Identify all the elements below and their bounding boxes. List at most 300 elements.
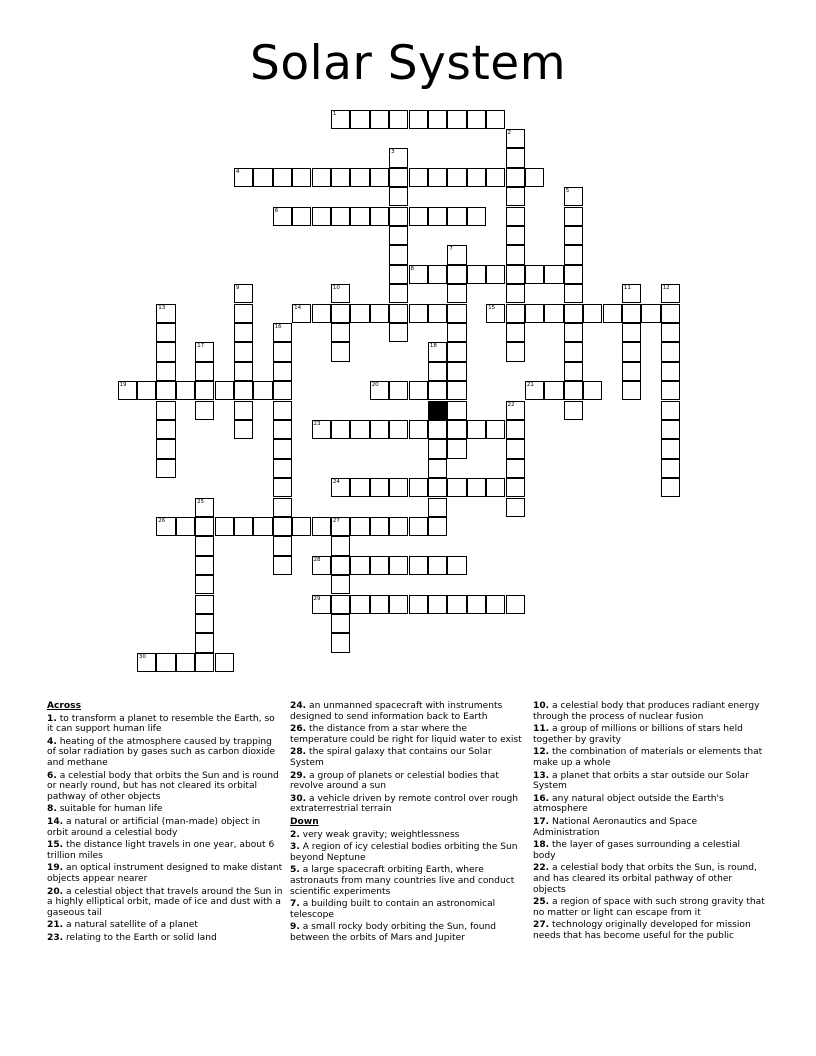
clue-item	[290, 922, 526, 943]
grid-cell[interactable]	[273, 420, 292, 439]
grid-cell[interactable]	[156, 381, 175, 400]
grid-cell[interactable]	[273, 439, 292, 458]
grid-cell[interactable]	[661, 284, 680, 303]
grid-cell[interactable]	[428, 498, 447, 517]
grid-cell[interactable]	[331, 420, 350, 439]
grid-cell[interactable]	[331, 575, 350, 594]
puzzle-title: Solar System	[250, 36, 566, 91]
grid-cell[interactable]	[273, 362, 292, 381]
grid-cell[interactable]	[564, 323, 583, 342]
grid-cell[interactable]	[389, 517, 408, 536]
grid-cell[interactable]	[447, 401, 466, 420]
grid-cell[interactable]	[506, 168, 525, 187]
grid-cell[interactable]	[467, 168, 486, 187]
grid-cell[interactable]	[525, 304, 544, 323]
grid-cell[interactable]	[409, 517, 428, 536]
grid-cell[interactable]	[467, 595, 486, 614]
clue-item	[47, 737, 283, 769]
clue-item	[290, 794, 526, 815]
clue-item	[290, 747, 526, 768]
grid-cell[interactable]	[273, 323, 292, 342]
grid-cell[interactable]	[447, 342, 466, 361]
clue-item-number: 14.	[47, 816, 64, 827]
grid-cell[interactable]	[156, 401, 175, 420]
grid-cell[interactable]	[447, 110, 466, 129]
grid-cell[interactable]	[253, 168, 272, 187]
grid-cell[interactable]	[409, 420, 428, 439]
clue-number: 9	[235, 285, 240, 292]
grid-cell[interactable]	[467, 207, 486, 226]
grid-cell[interactable]	[137, 381, 156, 400]
grid-cell[interactable]	[292, 304, 311, 323]
grid-cell[interactable]	[350, 517, 369, 536]
grid-cell[interactable]	[622, 381, 641, 400]
grid-cell[interactable]	[195, 536, 214, 555]
grid-cell[interactable]	[564, 265, 583, 284]
grid-cell[interactable]	[156, 304, 175, 323]
clue-item-text: any natural object outside the Earth's atmosphere	[533, 793, 724, 815]
clue-item	[533, 897, 765, 918]
grid-cell[interactable]	[253, 381, 272, 400]
grid-cell[interactable]	[234, 168, 253, 187]
grid-cell[interactable]	[234, 420, 253, 439]
clue-column-1	[47, 701, 283, 945]
grid-cell[interactable]	[447, 595, 466, 614]
grid-cell[interactable]	[331, 633, 350, 652]
grid-cell[interactable]	[661, 323, 680, 342]
grid-cell[interactable]	[253, 517, 272, 536]
grid-cell[interactable]	[195, 653, 214, 672]
grid-cell[interactable]	[428, 517, 447, 536]
grid-cell[interactable]	[156, 362, 175, 381]
grid-cell[interactable]	[350, 556, 369, 575]
grid-cell[interactable]	[564, 381, 583, 400]
grid-cell[interactable]	[447, 478, 466, 497]
clue-item-text: technology originally developed for mission needs that has become useful for the public	[533, 920, 751, 941]
grid-cell[interactable]	[273, 498, 292, 517]
grid-cell[interactable]	[428, 265, 447, 284]
clue-item	[533, 747, 765, 768]
clue-item-text: relating to the Earth or solid land	[63, 932, 217, 943]
grid-cell[interactable]	[467, 420, 486, 439]
grid-cell[interactable]	[622, 323, 641, 342]
grid-cell[interactable]	[506, 245, 525, 264]
grid-cell[interactable]	[428, 304, 447, 323]
grid-cell[interactable]	[156, 459, 175, 478]
grid-cell[interactable]	[409, 168, 428, 187]
grid-cell[interactable]	[506, 284, 525, 303]
clue-item-number: 15.	[47, 840, 64, 851]
grid-cell[interactable]	[292, 168, 311, 187]
grid-cell[interactable]	[447, 207, 466, 226]
grid-cell[interactable]	[583, 381, 602, 400]
grid-cell[interactable]	[428, 342, 447, 361]
clue-item-text: the layer of gases surrounding a celestial body	[533, 840, 741, 861]
clue-number: 12	[662, 285, 670, 292]
grid-cell[interactable]	[428, 439, 447, 458]
grid-cell[interactable]	[389, 323, 408, 342]
grid-cell[interactable]	[564, 304, 583, 323]
grid-cell[interactable]	[331, 284, 350, 303]
grid-cell[interactable]	[370, 207, 389, 226]
grid-cell[interactable]	[389, 595, 408, 614]
grid-cell[interactable]	[661, 342, 680, 361]
grid-cell[interactable]	[312, 304, 331, 323]
grid-cell[interactable]	[312, 595, 331, 614]
grid-cell[interactable]	[409, 478, 428, 497]
clue-item	[533, 817, 765, 838]
clue-number: 18	[429, 343, 437, 350]
grid-cell[interactable]	[467, 110, 486, 129]
grid-cell[interactable]	[389, 381, 408, 400]
grid-cell[interactable]	[273, 459, 292, 478]
grid-cell[interactable]	[389, 110, 408, 129]
clue-item	[47, 817, 283, 838]
grid-cell[interactable]	[506, 595, 525, 614]
grid-cell[interactable]	[506, 342, 525, 361]
grid-cell[interactable]	[176, 517, 195, 536]
grid-cell[interactable]	[564, 187, 583, 206]
grid-cell[interactable]	[195, 498, 214, 517]
grid-cell[interactable]	[370, 304, 389, 323]
grid-cell[interactable]	[389, 420, 408, 439]
grid-cell[interactable]	[389, 284, 408, 303]
grid-cell[interactable]	[195, 633, 214, 652]
grid-cell[interactable]	[292, 517, 311, 536]
grid-cell[interactable]	[389, 168, 408, 187]
grid-cell[interactable]	[195, 556, 214, 575]
grid-cell[interactable]	[447, 556, 466, 575]
grid-cell[interactable]	[331, 110, 350, 129]
grid-cell[interactable]	[447, 439, 466, 458]
grid-cell[interactable]	[389, 187, 408, 206]
grid-cell[interactable]	[525, 168, 544, 187]
grid-cell[interactable]	[409, 207, 428, 226]
grid-cell[interactable]	[506, 265, 525, 284]
grid-cell[interactable]	[370, 556, 389, 575]
clue-number: 27	[332, 517, 340, 524]
grid-cell[interactable]	[118, 381, 137, 400]
grid-cell[interactable]	[331, 304, 350, 323]
grid-cell[interactable]	[409, 265, 428, 284]
clue-item	[533, 920, 765, 941]
grid-cell[interactable]	[350, 304, 369, 323]
grid-cell[interactable]	[156, 517, 175, 536]
grid-cell[interactable]	[486, 595, 505, 614]
grid-cell[interactable]	[409, 381, 428, 400]
grid-cell[interactable]	[156, 323, 175, 342]
grid-cell[interactable]	[506, 478, 525, 497]
grid-cell[interactable]	[331, 478, 350, 497]
grid-cell[interactable]	[312, 420, 331, 439]
grid-cell[interactable]	[273, 207, 292, 226]
grid-cell[interactable]	[331, 323, 350, 342]
grid-cell[interactable]	[428, 478, 447, 497]
clue-item-text: a small rocky body orbiting the Sun, found between the orbits of Mars and Jupiter	[290, 922, 497, 943]
grid-cell[interactable]	[428, 595, 447, 614]
grid-cell[interactable]	[156, 439, 175, 458]
grid-cell[interactable]	[370, 517, 389, 536]
grid-cell[interactable]	[350, 595, 369, 614]
grid-cell[interactable]	[234, 284, 253, 303]
clue-item-text: a natural satellite of a planet	[63, 920, 198, 931]
grid-cell[interactable]	[156, 342, 175, 361]
grid-cell[interactable]	[486, 110, 505, 129]
grid-cell[interactable]	[506, 401, 525, 420]
grid-cell[interactable]	[661, 401, 680, 420]
grid-cell[interactable]	[273, 536, 292, 555]
grid-cell[interactable]	[350, 207, 369, 226]
grid-cell[interactable]	[234, 362, 253, 381]
clue-number: 16	[274, 323, 282, 330]
grid-cell[interactable]	[447, 362, 466, 381]
grid-cell[interactable]	[389, 207, 408, 226]
clue-item-number: 30.	[290, 793, 307, 804]
clue-item	[290, 701, 526, 722]
grid-cell[interactable]	[350, 478, 369, 497]
clue-item	[290, 771, 526, 792]
clue-item	[47, 933, 283, 944]
grid-cell[interactable]	[564, 207, 583, 226]
grid-cell[interactable]	[544, 381, 563, 400]
grid-cell[interactable]	[331, 614, 350, 633]
clue-item-number: 17.	[533, 816, 550, 827]
grid-cell[interactable]	[273, 478, 292, 497]
grid-cell[interactable]	[234, 517, 253, 536]
grid-cell[interactable]	[506, 187, 525, 206]
grid-cell[interactable]	[486, 304, 505, 323]
grid-cell[interactable]	[506, 148, 525, 167]
grid-cell[interactable]	[506, 304, 525, 323]
clue-item-number: 28.	[290, 747, 307, 758]
grid-cell[interactable]	[622, 342, 641, 361]
clue-item-text: an unmanned spacecraft with instruments designed to send information back to Earth	[290, 701, 503, 722]
grid-cell[interactable]	[506, 420, 525, 439]
grid-cell[interactable]	[331, 207, 350, 226]
grid-cell[interactable]	[195, 342, 214, 361]
grid-cell[interactable]	[525, 265, 544, 284]
grid-cell[interactable]	[622, 362, 641, 381]
clue-item-number: 22.	[533, 863, 550, 874]
clue-heading: Down	[290, 816, 319, 827]
grid-cell[interactable]	[622, 304, 641, 323]
grid-cell[interactable]	[447, 284, 466, 303]
grid-cell[interactable]	[312, 168, 331, 187]
grid-cell[interactable]	[215, 381, 234, 400]
clue-item-text: A region of icy celestial bodies orbiting the Sun beyond Neptune	[290, 842, 518, 863]
grid-cell[interactable]	[350, 168, 369, 187]
grid-cell[interactable]	[486, 420, 505, 439]
grid-cell[interactable]	[564, 362, 583, 381]
grid-cell[interactable]	[409, 556, 428, 575]
grid-cell[interactable]	[195, 362, 214, 381]
grid-cell[interactable]	[506, 498, 525, 517]
grid-cell[interactable]	[428, 556, 447, 575]
grid-cell[interactable]	[389, 556, 408, 575]
grid-cell[interactable]	[273, 517, 292, 536]
grid-cell[interactable]	[467, 265, 486, 284]
grid-cell[interactable]	[292, 207, 311, 226]
grid-cell[interactable]	[234, 323, 253, 342]
grid-cell[interactable]	[506, 207, 525, 226]
clue-item	[533, 724, 765, 745]
clue-item-number: 11.	[533, 724, 550, 735]
grid-cell[interactable]	[564, 284, 583, 303]
grid-cell[interactable]	[661, 478, 680, 497]
grid-cell[interactable]	[195, 401, 214, 420]
grid-cell[interactable]	[156, 420, 175, 439]
grid-cell[interactable]	[331, 556, 350, 575]
grid-cell[interactable]	[389, 226, 408, 245]
grid-cell[interactable]	[350, 420, 369, 439]
clue-item-text: a building built to contain an astronomical telescope	[290, 899, 496, 920]
grid-cell[interactable]	[428, 362, 447, 381]
grid-cell[interactable]	[370, 110, 389, 129]
clue-item-text: a celestial object that travels around the Sun in a highly elliptical orbit, made of ice and dust with a gaseous tail	[47, 886, 283, 918]
clue-number: 2	[507, 129, 511, 136]
clue-number: 19	[119, 382, 127, 389]
grid-block	[428, 401, 447, 420]
grid-cell[interactable]	[506, 439, 525, 458]
clue-item-number: 10.	[533, 701, 550, 711]
clue-item-text: the combination of materials or elements that make up a whole	[533, 747, 763, 768]
clue-number: 11	[623, 285, 631, 292]
grid-cell[interactable]	[234, 381, 253, 400]
grid-cell[interactable]	[506, 129, 525, 148]
grid-cell[interactable]	[331, 536, 350, 555]
grid-cell[interactable]	[331, 342, 350, 361]
grid-cell[interactable]	[370, 420, 389, 439]
grid-cell[interactable]	[544, 265, 563, 284]
grid-cell[interactable]	[389, 148, 408, 167]
grid-cell[interactable]	[370, 478, 389, 497]
grid-cell[interactable]	[409, 595, 428, 614]
grid-cell[interactable]	[389, 265, 408, 284]
grid-cell[interactable]	[312, 517, 331, 536]
clue-number: 7	[449, 246, 453, 253]
grid-cell[interactable]	[447, 420, 466, 439]
grid-cell[interactable]	[564, 401, 583, 420]
grid-cell[interactable]	[331, 168, 350, 187]
grid-cell[interactable]	[409, 110, 428, 129]
grid-cell[interactable]	[137, 653, 156, 672]
grid-cell[interactable]	[661, 439, 680, 458]
grid-cell[interactable]	[389, 304, 408, 323]
grid-cell[interactable]	[564, 342, 583, 361]
grid-cell[interactable]	[350, 110, 369, 129]
grid-cell[interactable]	[195, 575, 214, 594]
clue-item	[47, 863, 283, 884]
grid-cell[interactable]	[273, 401, 292, 420]
grid-cell[interactable]	[176, 381, 195, 400]
grid-cell[interactable]	[506, 459, 525, 478]
grid-cell[interactable]	[428, 459, 447, 478]
grid-cell[interactable]	[661, 381, 680, 400]
grid-cell[interactable]	[525, 381, 544, 400]
grid-cell[interactable]	[583, 304, 602, 323]
clue-item-number: 7.	[290, 899, 300, 910]
grid-cell[interactable]	[312, 207, 331, 226]
clue-item	[290, 830, 526, 841]
grid-cell[interactable]	[215, 653, 234, 672]
clue-column-2	[290, 701, 526, 945]
grid-cell[interactable]	[428, 168, 447, 187]
grid-cell[interactable]	[234, 342, 253, 361]
grid-cell[interactable]	[641, 304, 660, 323]
grid-cell[interactable]	[370, 381, 389, 400]
grid-cell[interactable]	[273, 381, 292, 400]
grid-cell[interactable]	[447, 168, 466, 187]
grid-cell[interactable]	[661, 459, 680, 478]
grid-cell[interactable]	[389, 245, 408, 264]
grid-cell[interactable]	[428, 207, 447, 226]
grid-cell[interactable]	[661, 362, 680, 381]
grid-cell[interactable]	[370, 595, 389, 614]
grid-cell[interactable]	[564, 226, 583, 245]
grid-cell[interactable]	[486, 478, 505, 497]
grid-cell[interactable]	[486, 265, 505, 284]
grid-cell[interactable]	[447, 245, 466, 264]
clue-number: 17	[197, 343, 205, 350]
grid-cell[interactable]	[409, 304, 428, 323]
grid-cell[interactable]	[603, 304, 622, 323]
grid-cell[interactable]	[195, 614, 214, 633]
clue-item-number: 4.	[47, 736, 57, 747]
grid-cell[interactable]	[273, 168, 292, 187]
grid-cell[interactable]	[215, 517, 234, 536]
grid-cell[interactable]	[331, 595, 350, 614]
grid-cell[interactable]	[389, 478, 408, 497]
grid-cell[interactable]	[428, 110, 447, 129]
grid-cell[interactable]	[234, 401, 253, 420]
grid-cell[interactable]	[176, 653, 195, 672]
grid-cell[interactable]	[467, 478, 486, 497]
grid-cell[interactable]	[447, 323, 466, 342]
grid-cell[interactable]	[370, 168, 389, 187]
clue-number: 1	[332, 110, 337, 117]
grid-cell[interactable]	[447, 304, 466, 323]
grid-cell[interactable]	[195, 381, 214, 400]
grid-cell[interactable]	[428, 420, 447, 439]
grid-cell[interactable]	[544, 304, 563, 323]
grid-cell[interactable]	[564, 245, 583, 264]
clue-item-number: 9.	[290, 922, 300, 933]
clue-number: 25	[197, 498, 205, 505]
grid-cell[interactable]	[622, 284, 641, 303]
clue-item-number: 8.	[47, 804, 57, 815]
grid-cell[interactable]	[156, 653, 175, 672]
grid-cell[interactable]	[234, 304, 253, 323]
clue-item	[290, 865, 526, 897]
grid-cell[interactable]	[195, 595, 214, 614]
grid-cell[interactable]	[273, 556, 292, 575]
grid-cell[interactable]	[195, 517, 214, 536]
grid-cell[interactable]	[506, 323, 525, 342]
grid-cell[interactable]	[661, 420, 680, 439]
grid-cell[interactable]	[661, 304, 680, 323]
clue-item	[290, 842, 526, 863]
grid-cell[interactable]	[486, 168, 505, 187]
grid-cell[interactable]	[312, 556, 331, 575]
grid-cell[interactable]	[447, 381, 466, 400]
clue-item-number: 24.	[290, 701, 307, 711]
clue-item	[533, 771, 765, 792]
grid-cell[interactable]	[506, 226, 525, 245]
grid-cell[interactable]	[273, 342, 292, 361]
grid-cell[interactable]	[428, 381, 447, 400]
grid-cell[interactable]	[447, 265, 466, 284]
grid-cell[interactable]	[331, 517, 350, 536]
